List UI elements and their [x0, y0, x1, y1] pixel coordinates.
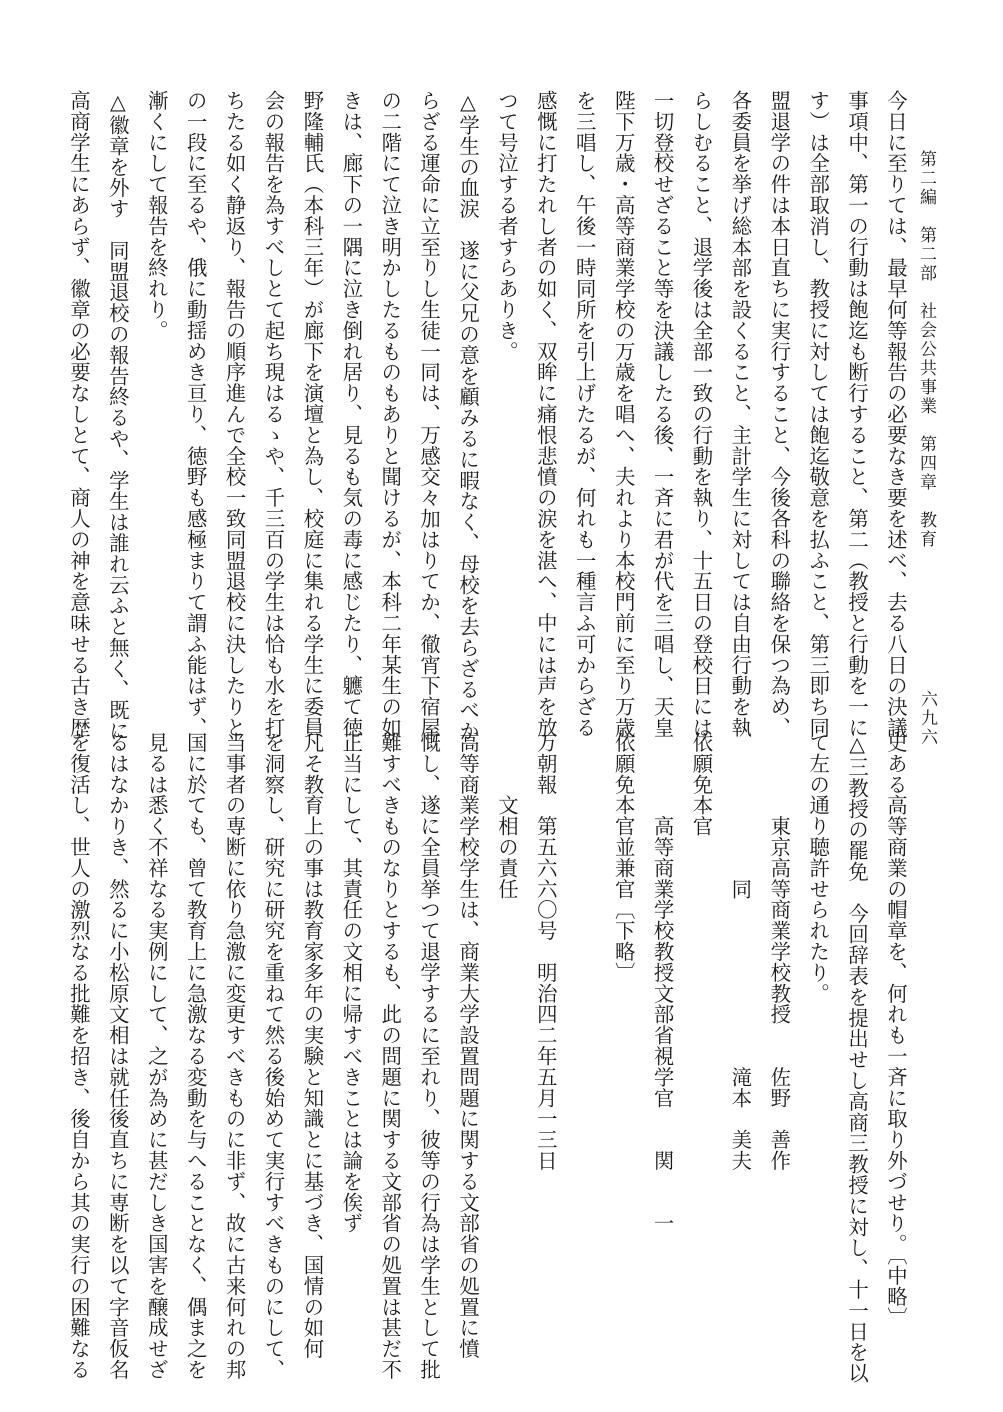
lower-text-block: 史ある高等商業の帽章を、何れも一斉に取り外づせり。〔中略〕 △三教授の罷免 今回辞表を提出せし高商三教授に対し、十一日を以 て左の通り聴許せられたり。 東京高等商業学校教授 佐野 善作 同 滝本 美夫 依願免本官 高等商業学校教授文部省視学官 関 一 依願免本官並兼官〔下略〕 万朝報 第五六六〇号 明治四二年五月一三日 文相の責任 高等商業学校学生は、商業大学設置問題に関する文部省の処置に憤 慨し、遂に全員挙つて退学するに至れり、彼等の行為は学生として批 難すべきものなりとするも、此の問題に関する文部省の処置は甚だ不 正当にして、其責任の文相に帰すべきことは論を俟ず 凡そ教育上の事は教育家多年の実験と知識とに基づき、国情の如何 を洞察し、研究に研究を重ねて然る後始めて実行すべきものにして、 当事者の専断に依り急激に変更すべきものに非ず、故に古来何れの邦 国に於ても、曾て教育上に急激なる変動を与へることなく、偶ま之を 見るは悉く不祥なる実例にして、之が為めに甚だしき国害を醸成せざ るはなかりき、然るに小松原文相は就任後直ちに専断を以て字音仮名 を復活し、世人の激烈なる批難を招き、後自から其の実行の困難なる — [66, 732, 908, 1384]
running-head: 第二編 第二部 社会公共事業 第四章 教育 — [916, 150, 936, 549]
page-number: 六九六 — [917, 690, 937, 747]
upper-text-block: 今日に至りては、最早何等報告の必要なき要を述べ、去る八日の決議 事項中、第一の行動は飽迄も断行すること、第二（教授と行動を一に す）は全部取消し、教授に対しては飽迄敬意を払ふこと、第三即ち同 盟退学の件は本日直ちに実行すること、今後各科の聯絡を保つ為め、 各委員を挙げ総本部を設くること、主計学生に対しては自由行動を執 らしむること、退学後は全部一致の行動を執り、十五日の登校日には 一切登校せざること等を決議したる後、一斉に君が代を三唱し、天皇 陛下万歳・高等商業学校の万歳を唱へ、夫れより本校門前に至り万歳 を三唱し、午後一時同所を引上げたるが、何れも一種言ふ可からざる 感慨に打たれし者の如く、双眸に痛恨悲憤の涙を湛へ、中には声を放 つて号泣する者すらありき。 △学生の血涙 遂に父兄の意を顧みるに暇なく、母校を去らざるべか らざる運命に立至りし生徒一同は、万感交々加はりてか、徹宵下宿屋 の二階にて泣き明かしたるものもありと聞けるが、本科二年某生の如 きは、廊下の一隅に泣き倒れ居り、見るも気の毒に感じたり、軈て徳 野隆輔氏（本科三年）が廊下を演壇と為し、校庭に集れる学生に委員 会の報告を為すべしとて起ち現はるゝや、千三百の学生は恰も水を打 ちたる如く静返り、報告の順序進んで全校一致同盟退校に決したりと の一段に至るや、俄に動揺めき亘り、徳野も感極まりて謂ふ能はず、 漸くにして報告を終れり。 △徽章を外す 同盟退校の報告終るや、学生は誰れ云ふと無く、既に 高商学生にあらず、徽章の必要なしとて、商人の神を意味せる古き歴 — [66, 90, 908, 742]
